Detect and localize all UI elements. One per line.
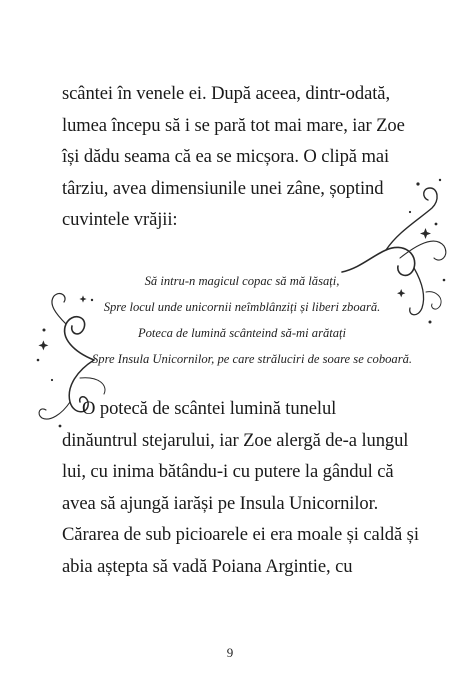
text-line: târziu, avea dimensiunile unei zâne, șoptind <box>62 177 384 199</box>
text-line: lumea începu să i se pară tot mai mare, iar Zoe <box>62 114 405 136</box>
poem-verse: Spre Insula Unicornilor, pe care străluciri de soare se coboară. <box>92 352 413 366</box>
poem-verse: Să intru-n magicul copac să mă lăsați, <box>144 274 340 288</box>
page-number: 9 <box>226 645 234 660</box>
poem-verse: Poteca de lumină scânteind să-mi arătați <box>137 326 347 340</box>
text-line: avea să ajungă iarăși pe Insula Unicornilor. <box>62 492 379 514</box>
star-sparkle-icon <box>397 179 445 324</box>
text-line: Cărarea de sub picioarele ei era moale și caldă și <box>62 524 419 545</box>
text-line: O potecă de scântei lumină tunelul <box>82 398 337 419</box>
text-line: scântei în venele ei. După aceea, dintr-odată, <box>62 83 390 104</box>
text-line: își dădu seama că ea se micșora. O clipă mai <box>62 146 390 167</box>
text-line: lui, cu inima bătându-i cu putere la gândul că <box>62 461 394 482</box>
text-line: dinăuntrul stejarului, iar Zoe alergă de-a lungul <box>62 429 409 451</box>
text-line: cuvintele vrăjii: <box>62 209 178 230</box>
poem-verse: Spre locul unde unicornii neîmblânziți și liberi zboară. <box>103 300 381 314</box>
text-line: abia aștepta să vadă Poiana Argintie, cu <box>62 555 353 577</box>
paragraph-2 <box>62 393 419 582</box>
spell-poem <box>92 268 413 372</box>
